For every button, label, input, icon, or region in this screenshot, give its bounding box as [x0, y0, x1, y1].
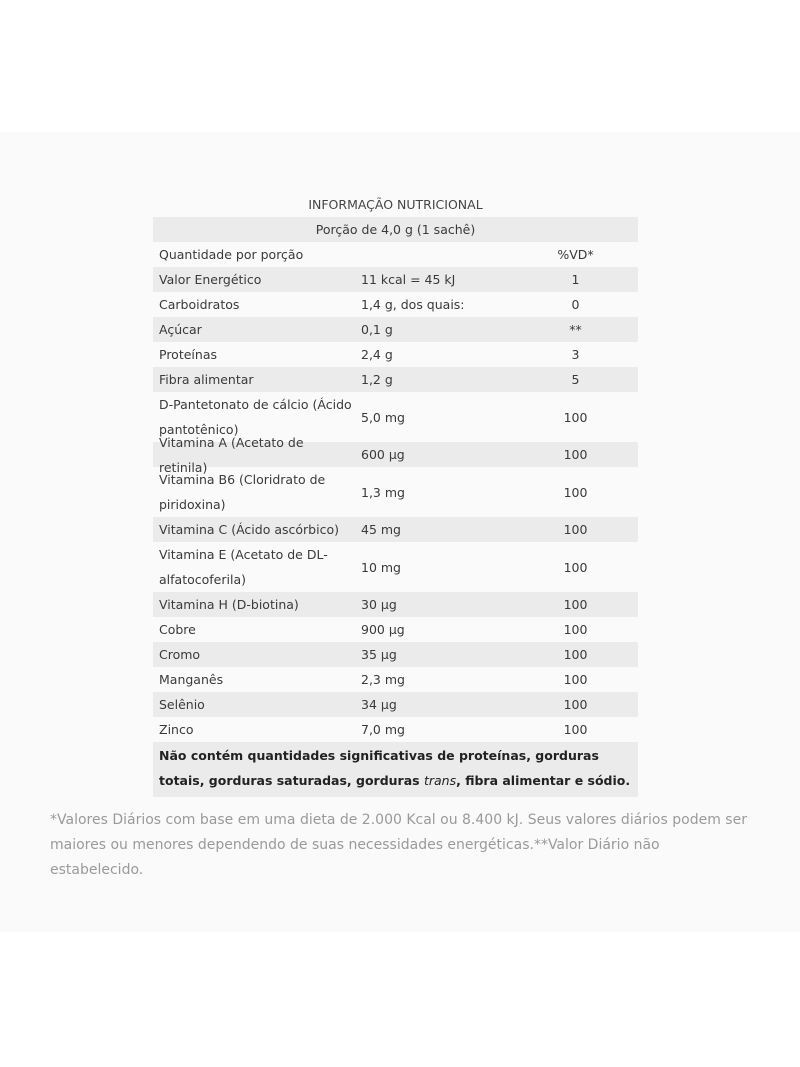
row-label: Fibra alimentar: [159, 372, 254, 387]
row-vd: 1: [571, 272, 580, 287]
row-label: Vitamina C (Ácido ascórbico): [159, 522, 339, 537]
serving-size: Porção de 4,0 g (1 sachê): [153, 217, 638, 242]
row-label: Açúcar: [159, 322, 202, 337]
row-amount: 900 µg: [361, 622, 405, 637]
row-label: Valor Energético: [159, 272, 262, 287]
row-amount: 45 mg: [361, 522, 401, 537]
row-amount: 10 mg: [361, 559, 401, 575]
table-row: [153, 717, 638, 742]
table-title: INFORMAÇÃO NUTRICIONAL: [308, 197, 483, 212]
row-label: Cromo: [159, 647, 201, 662]
row-vd: 100: [563, 697, 588, 712]
table-row: [153, 642, 638, 667]
table-row: [153, 542, 638, 592]
row-vd: 100: [563, 672, 588, 687]
row-vd: 100: [563, 559, 588, 575]
note-text-1: Não contém quantidades significativas de proteínas, gorduras totais, gorduras saturadas, gorduras: [159, 748, 599, 788]
table-row: [153, 692, 638, 717]
row-label: Manganês: [159, 672, 224, 687]
row-label: Zinco: [159, 722, 194, 737]
row-vd: 3: [571, 347, 580, 362]
row-amount: 34 µg: [361, 697, 397, 712]
header-label: Quantidade por porção: [159, 247, 304, 262]
row-amount: 0,1 g: [361, 322, 393, 337]
row-amount: 1,4 g, dos quais:: [361, 297, 465, 312]
note-text-italic: trans: [423, 773, 457, 788]
row-amount: 2,3 mg: [361, 672, 405, 687]
row-amount: 30 µg: [361, 597, 397, 612]
row-vd: 100: [563, 647, 588, 662]
row-vd: 100: [563, 447, 588, 462]
row-vd: 100: [563, 484, 588, 500]
row-label: Vitamina H (D-biotina): [159, 597, 299, 612]
table-row: [153, 667, 638, 692]
row-amount: 7,0 mg: [361, 722, 405, 737]
table-row: [153, 267, 638, 292]
table-row: [153, 292, 638, 317]
row-amount: 11 kcal = 45 kJ: [361, 272, 456, 287]
row-label: Selênio: [159, 697, 205, 712]
row-vd: 100: [563, 597, 588, 612]
row-vd: 5: [571, 372, 580, 387]
table-row: [153, 434, 638, 475]
row-vd: 100: [563, 522, 588, 537]
row-label: Proteínas: [159, 347, 217, 362]
row-label: D-Pantetonato de cálcio (Ácido pantotênico): [159, 397, 352, 437]
header-vd: %VD*: [557, 247, 594, 262]
note-text-2: , fibra alimentar e sódio.: [456, 773, 631, 788]
daily-values-footnote: *Valores Diários com base em uma dieta de 2.000 Kcal ou 8.400 kJ. Seus valores diários podem ser maiores ou menores dependendo de suas necessidades energéticas.**Valor Diário não estabelecido.: [50, 812, 747, 878]
table-row: [153, 467, 638, 517]
table-header-row: [153, 242, 638, 267]
row-label: Vitamina B6 (Cloridrato de piridoxina): [159, 472, 326, 512]
nutrition-table: [153, 192, 638, 797]
row-amount: 2,4 g: [361, 347, 393, 362]
row-vd: 0: [571, 297, 580, 312]
row-label: Vitamina A (Acetato de retinila): [159, 434, 304, 475]
row-amount: 1,2 g: [361, 372, 393, 387]
table-row: [153, 592, 638, 617]
table-row: [153, 367, 638, 392]
row-vd: **: [569, 322, 582, 337]
row-label: Carboidratos: [159, 297, 240, 312]
row-vd: 100: [563, 409, 588, 425]
row-amount: 1,3 mg: [361, 484, 405, 500]
table-row: [153, 617, 638, 642]
table-row: [153, 517, 638, 542]
row-label: Vitamina E (Acetato de DL-alfatocoferila): [159, 547, 328, 587]
row-amount: 5,0 mg: [361, 409, 405, 425]
table-row: [153, 317, 638, 342]
row-label: Cobre: [159, 622, 196, 637]
row-vd: 100: [563, 622, 588, 637]
not-significant-note: [153, 742, 638, 797]
row-amount: 35 µg: [361, 647, 397, 662]
row-vd: 100: [563, 722, 588, 737]
row-amount: 600 µg: [361, 447, 405, 462]
table-row: [153, 342, 638, 367]
